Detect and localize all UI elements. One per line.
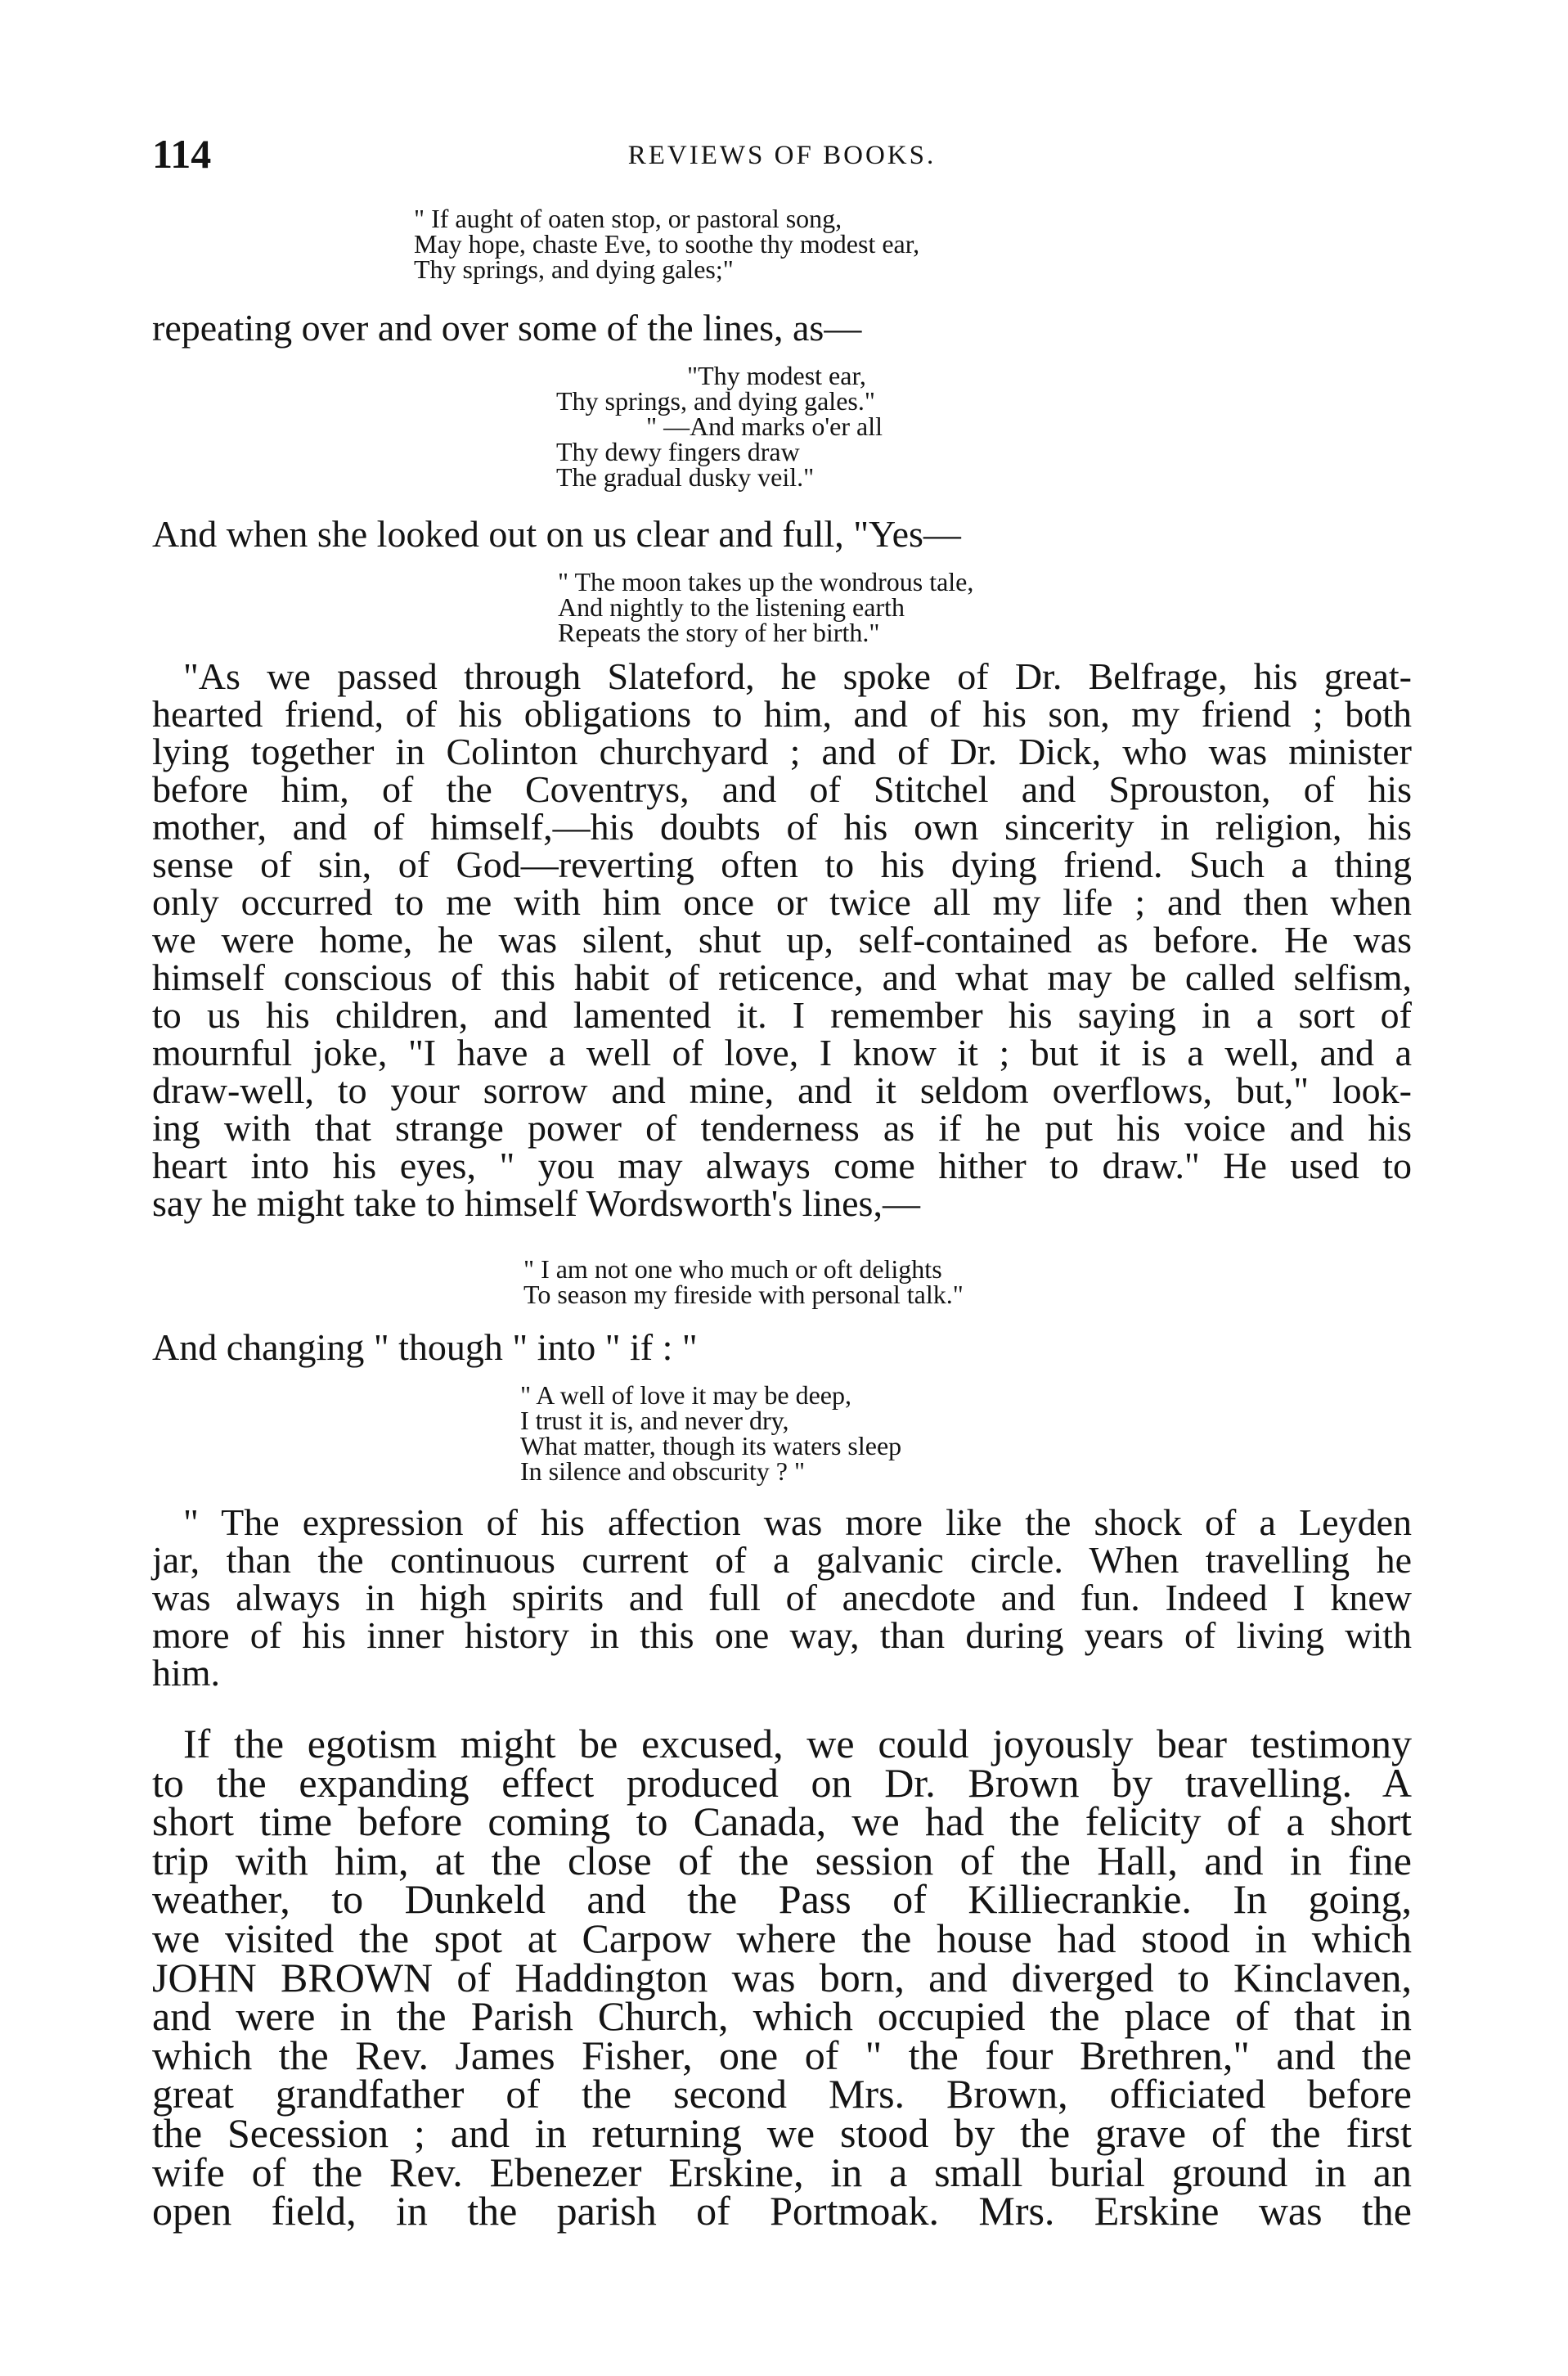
text-line: to the expanding effect produced on Dr. Brown by travelling. A — [152, 1759, 1412, 1806]
text-line: say he might take to himself Wordsworth's lines,— — [152, 1182, 920, 1224]
verse-line: Thy springs, and dying gales." — [556, 386, 875, 416]
verse-line: May hope, chaste Eve, to soothe thy modest ear, — [414, 229, 920, 259]
text-line: repeating over and over some of the lines, as— — [152, 307, 862, 349]
text-line: was always in high spirits and full of anecdote and fun. Indeed I knew — [152, 1577, 1412, 1618]
text-line: him. — [152, 1652, 221, 1694]
text-line: mother, and of himself,—his doubts of his own sincerity in religion, his — [152, 806, 1412, 848]
verse-line: The gradual dusky veil." — [556, 462, 815, 492]
text-line: draw-well, to your sorrow and mine, and it seldom overflows, but," look- — [152, 1069, 1412, 1111]
verse-line: Thy springs, and dying gales;" — [414, 254, 734, 284]
verse-line: " If aught of oaten stop, or pastoral song, — [414, 204, 842, 233]
text-line: more of his inner history in this one way, than during years of living with — [152, 1614, 1412, 1656]
verse-quote-3 — [558, 569, 973, 646]
text-line: weather, to Dunkeld and the Pass of Killiecrankie. In going, — [152, 1876, 1412, 1923]
verse-line: In silence and obscurity ? " — [520, 1456, 806, 1486]
text-line: And changing " though " into " if : " — [152, 1326, 698, 1368]
text-line: " The expression of his affection was more like the shock of a Leyden — [183, 1501, 1412, 1543]
verse-line: " A well of love it may be deep, — [520, 1380, 851, 1410]
verse-line: I trust it is, and never dry, — [520, 1406, 789, 1435]
intro-line-1 — [152, 309, 1412, 347]
verse-line: What matter, though its waters sleep — [520, 1431, 902, 1460]
text-line: himself conscious of this habit of reticence, and what may be called selfism, — [152, 956, 1412, 998]
text-line: hearted friend, of his obligations to him, and of his son, my friend ; both — [152, 693, 1412, 735]
running-head: REVIEWS OF BOOKS. — [627, 141, 937, 170]
verse-line: To season my fireside with personal talk." — [523, 1280, 964, 1309]
text-line: short time before coming to Canada, we had the felicity of a short — [152, 1798, 1412, 1845]
text-line: open field, in the parish of Portmoak. Mrs. Erskine was the — [152, 2188, 1412, 2234]
text-line: heart into his eyes, " you may always come hither to draw." He used to — [152, 1145, 1412, 1186]
paragraph-3 — [152, 1721, 1412, 2234]
text-line: to us his children, and lamented it. I remember his saying in a sort of — [152, 994, 1412, 1036]
verse-quote-2 — [556, 363, 883, 490]
text-line: we visited the spot at Carpow where the house had stood in which — [152, 1915, 1412, 1961]
text-line: sense of sin, of God—reverting often to his dying friend. Such a thing — [152, 844, 1412, 885]
paragraph-2 — [152, 1501, 1412, 1694]
text-line: and were in the Parish Church, which occupied the place of that in — [152, 1993, 1412, 2040]
text-line: the Secession ; and in returning we stood by the grave of the first — [152, 2109, 1412, 2156]
verse-line: " —And marks o'er all — [646, 412, 883, 441]
text-line: And when she looked out on us clear and full, "Yes— — [152, 513, 961, 555]
verse-line: And nightly to the listening earth — [558, 592, 905, 622]
text-line: If the egotism might be excused, we could joyously bear testimony — [183, 1721, 1412, 1766]
text-line: lying together in Colinton churchyard ; and of Dr. Dick, who was minister — [152, 731, 1412, 772]
text-line: we were home, he was silent, shut up, self-contained as before. He was — [152, 919, 1412, 961]
paragraph-1 — [152, 655, 1412, 1224]
text-line: ing with that strange power of tenderness as if he put his voice and his — [152, 1107, 1412, 1149]
page-header — [152, 129, 1412, 178]
verse-line: " I am not one who much or oft delights — [523, 1254, 942, 1284]
verse-line: " The moon takes up the wondrous tale, — [558, 567, 974, 596]
text-line: JOHN BROWN of Haddington was born, and diverged to Kinclaven, — [152, 1954, 1412, 2000]
text-line: great grandfather of the second Mrs. Brown, officiated before — [152, 2071, 1412, 2117]
text-line: which the Rev. James Fisher, one of " the four Brethren," and the — [152, 2032, 1412, 2078]
page-number: 114 — [152, 131, 212, 177]
verse-quote-1 — [414, 206, 919, 282]
text-line: only occurred to me with him once or twice all my life ; and then when — [152, 881, 1412, 923]
intro-line-2 — [152, 515, 1412, 553]
verse-quote-4 — [523, 1254, 964, 1309]
text-line: "As we passed through Slateford, he spoke of Dr. Belfrage, his great- — [183, 655, 1412, 697]
verse-line: "Thy modest ear, — [687, 361, 866, 390]
text-line: before him, of the Coventrys, and of Stitchel and Sprouston, of his — [152, 768, 1412, 810]
text-line: mournful joke, "I have a well of love, I know it ; but it is a well, and a — [152, 1032, 1412, 1073]
intro-line-3 — [152, 1326, 1412, 1368]
text-line: trip with him, at the close of the session of the Hall, and in fine — [152, 1837, 1412, 1883]
verse-line: Repeats the story of her birth." — [558, 618, 880, 647]
text-line: wife of the Rev. Ebenezer Erskine, in a small burial ground in an — [152, 2149, 1412, 2195]
verse-quote-5 — [520, 1380, 902, 1486]
text-line: jar, than the continuous current of a galvanic circle. When travelling he — [152, 1539, 1412, 1581]
verse-line: Thy dewy fingers draw — [556, 437, 800, 466]
